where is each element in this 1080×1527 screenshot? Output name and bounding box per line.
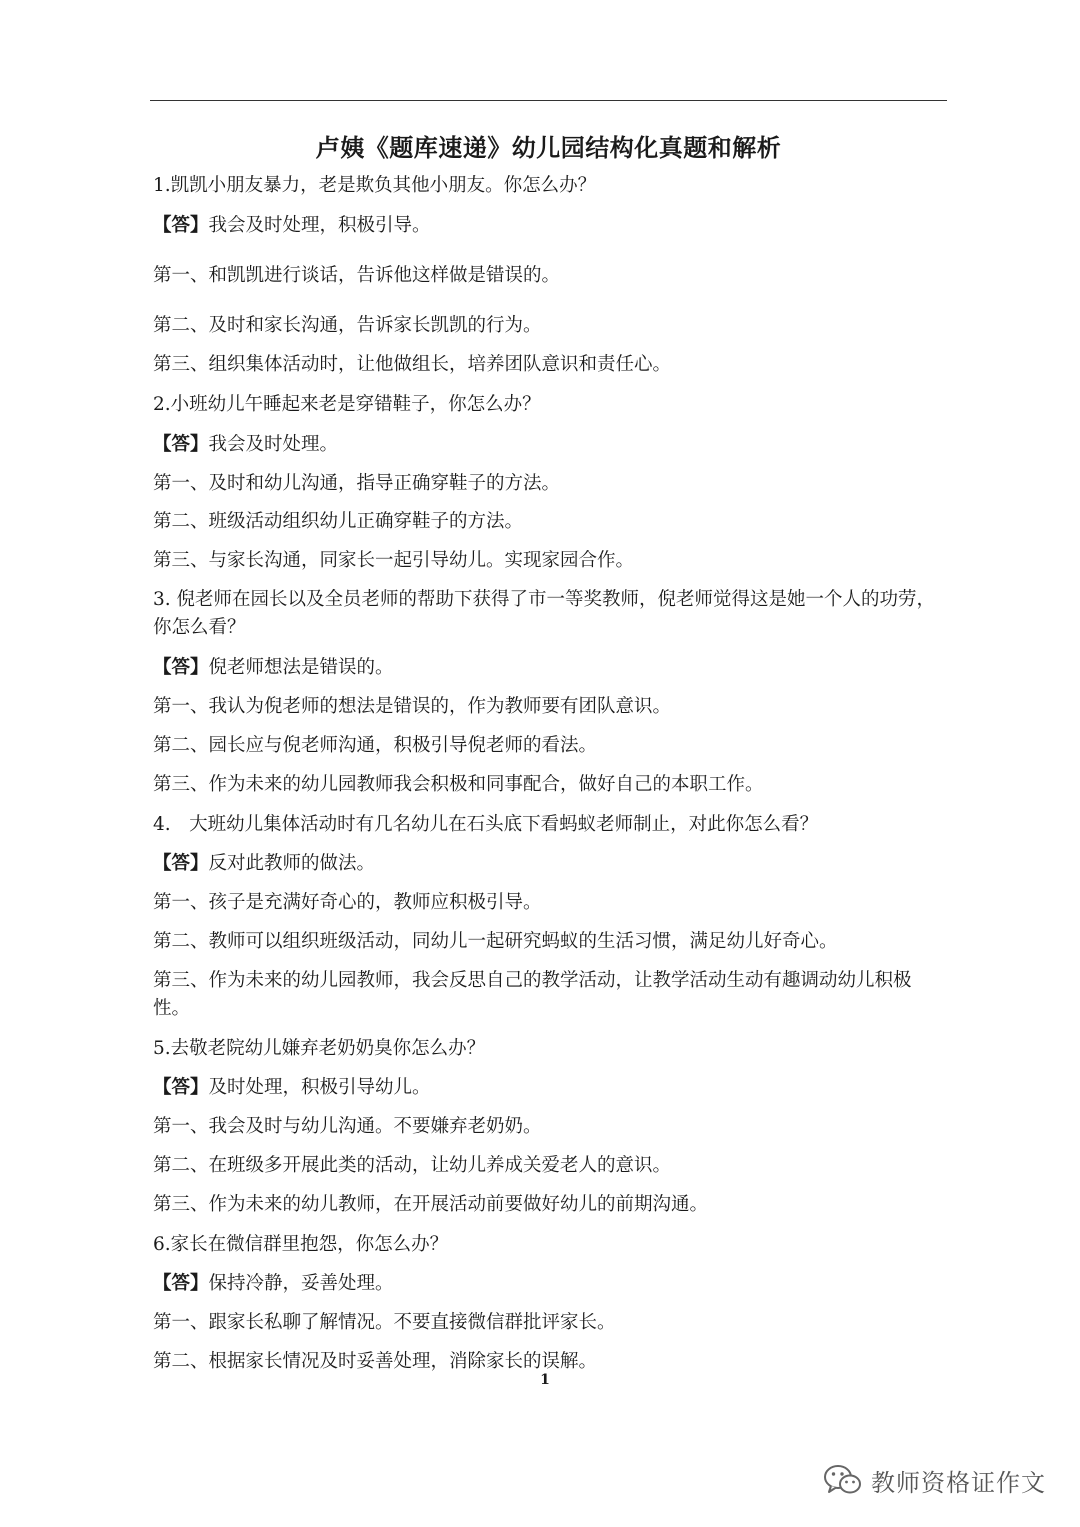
answer-3: 【答】倪老师想法是错误的。 <box>153 657 394 678</box>
answer-mark: 【答】 <box>153 853 209 874</box>
question-6: 6.家长在微信群里抱怨，你怎么办？ <box>153 1234 449 1255</box>
answer-mark: 【答】 <box>153 215 209 236</box>
question-5: 5.去敬老院幼儿嫌弃老奶奶臭你怎么办？ <box>153 1038 486 1059</box>
answer-mark: 【答】 <box>153 657 209 678</box>
point-4-2: 第二、教师可以组织班级活动，同幼儿一起研究蚂蚁的生活习惯，满足幼儿好奇心。 <box>153 931 838 952</box>
point-6-2: 第二、根据家长情况及时妥善处理，消除家长的误解。 <box>153 1351 598 1372</box>
page-title: 卢姨《题库速递》幼儿园结构化真题和解析 <box>315 133 782 162</box>
wechat-icon <box>823 1463 863 1497</box>
answer-4: 【答】反对此教师的做法。 <box>153 853 376 874</box>
question-2: 2.小班幼儿午睡起来老是穿错鞋子，你怎么办？ <box>153 394 541 415</box>
point-5-2: 第二、在班级多开展此类的活动，让幼儿养成关爱老人的意识。 <box>153 1155 672 1176</box>
point-6-1: 第一、跟家长私聊了解情况。不要直接微信群批评家长。 <box>153 1312 616 1333</box>
point-1-3: 第三、组织集体活动时，让他做组长，培养团队意识和责任心。 <box>153 354 672 375</box>
point-2-1: 第一、及时和幼儿沟通，指导正确穿鞋子的方法。 <box>153 473 561 494</box>
watermark <box>823 1462 1046 1498</box>
answer-5: 【答】及时处理，积极引导幼儿。 <box>153 1077 431 1098</box>
answer-6: 【答】保持冷静，妥善处理。 <box>153 1273 394 1294</box>
answer-2: 【答】我会及时处理。 <box>153 434 339 455</box>
question-3: 3. 倪老师在园长以及全员老师的帮助下获得了市一等奖教师，倪老师觉得这是她一个人的功劳，你怎么看？ <box>153 589 936 638</box>
answer-1: 【答】我会及时处理，积极引导。 <box>153 215 431 236</box>
question-4: 4. 大班幼儿集体活动时有几名幼儿在石头底下看蚂蚁老师制止，对此你怎么看？ <box>153 814 819 835</box>
header-rule <box>150 100 947 101</box>
answer-mark: 【答】 <box>153 1077 209 1098</box>
point-3-1: 第一、我认为倪老师的想法是错误的，作为教师要有团队意识。 <box>153 696 672 717</box>
point-4-3: 第三、作为未来的幼儿园教师，我会反思自己的教学活动，让教学活动生动有趣调动幼儿积极性。 <box>153 970 912 1019</box>
point-1-1: 第一、和凯凯进行谈话，告诉他这样做是错误的。 <box>153 265 561 286</box>
question-1: 1.凯凯小朋友暴力，老是欺负其他小朋友。你怎么办？ <box>153 175 597 196</box>
answer-mark: 【答】 <box>153 434 209 455</box>
answer-mark: 【答】 <box>153 1273 209 1294</box>
watermark-text: 教师资格证作文 <box>871 1468 1046 1497</box>
point-5-3: 第三、作为未来的幼儿教师，在开展活动前要做好幼儿的前期沟通。 <box>153 1194 709 1215</box>
point-2-3: 第三、与家长沟通，同家长一起引导幼儿。实现家园合作。 <box>153 550 635 571</box>
point-3-2: 第二、园长应与倪老师沟通，积极引导倪老师的看法。 <box>153 735 598 756</box>
point-5-1: 第一、我会及时与幼儿沟通。不要嫌弃老奶奶。 <box>153 1116 542 1137</box>
point-4-1: 第一、孩子是充满好奇心的，教师应积极引导。 <box>153 892 542 913</box>
point-2-2: 第二、班级活动组织幼儿正确穿鞋子的方法。 <box>153 511 524 532</box>
page-number: 1 <box>540 1372 550 1388</box>
point-3-3: 第三、作为未来的幼儿园教师我会积极和同事配合，做好自己的本职工作。 <box>153 774 764 795</box>
point-1-2: 第二、及时和家长沟通，告诉家长凯凯的行为。 <box>153 315 542 336</box>
